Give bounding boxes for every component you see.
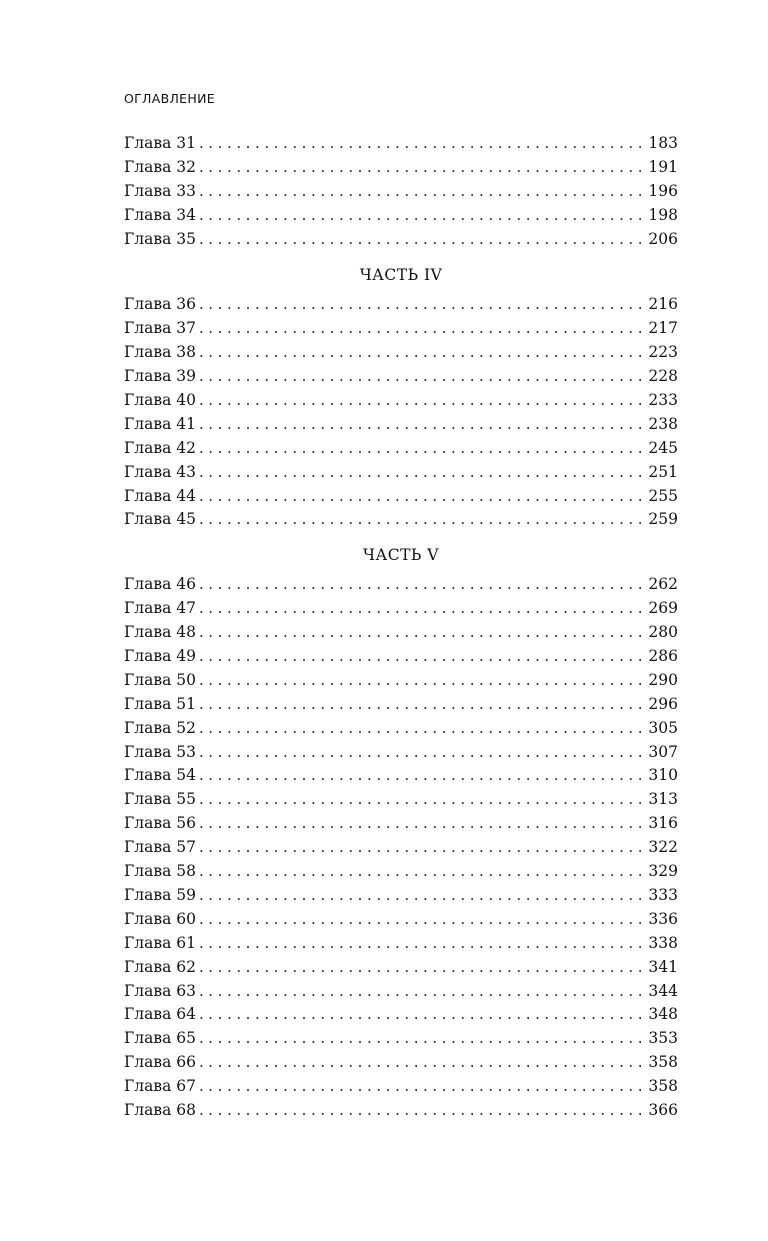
toc-entry[interactable] [124, 621, 678, 645]
toc-entry-title: Глава 48 [124, 623, 196, 642]
toc-entry[interactable] [124, 341, 678, 365]
toc-entry[interactable] [124, 908, 678, 932]
toc-entry-page-number: 341 [648, 957, 678, 976]
toc-dot-leader [199, 645, 644, 669]
part-heading-v: ЧАСТЬ V [363, 546, 439, 565]
toc-entry-page-number: 310 [648, 766, 678, 785]
toc-entry-page-number: 286 [648, 647, 678, 666]
toc-dot-leader [199, 621, 644, 645]
toc-entry-page-number: 255 [648, 486, 678, 505]
toc-entry[interactable] [124, 389, 678, 413]
toc-dot-leader [199, 860, 644, 884]
toc-entry[interactable] [124, 365, 678, 389]
toc-entry[interactable] [124, 132, 678, 156]
toc-dot-leader [199, 908, 644, 932]
toc-dot-leader [199, 485, 644, 509]
toc-entry-title: Глава 45 [124, 510, 196, 529]
toc-dot-leader [199, 812, 644, 836]
toc-entry-page-number: 233 [648, 391, 678, 410]
toc-entry-page-number: 296 [648, 694, 678, 713]
toc-entry[interactable] [124, 980, 678, 1004]
toc-entry-page-number: 251 [648, 462, 678, 481]
toc-dot-leader [199, 317, 644, 341]
toc-dot-leader [199, 1003, 644, 1027]
toc-dot-leader [199, 180, 644, 204]
toc-entry-title: Глава 57 [124, 838, 196, 857]
toc-entry[interactable] [124, 1027, 678, 1051]
toc-entry-title: Глава 35 [124, 229, 196, 248]
toc-entry-page-number: 198 [648, 205, 678, 224]
toc-dot-leader [199, 365, 644, 389]
toc-entry-page-number: 228 [648, 367, 678, 386]
toc-entry-title: Глава 67 [124, 1077, 196, 1096]
toc-entry-page-number: 191 [648, 157, 678, 176]
toc-entry-title: Глава 62 [124, 957, 196, 976]
toc-entry-page-number: 358 [648, 1077, 678, 1096]
toc-entry-page-number: 316 [648, 814, 678, 833]
toc-entry-title: Глава 65 [124, 1029, 196, 1048]
toc-entry-page-number: 196 [648, 181, 678, 200]
toc-entry[interactable] [124, 669, 678, 693]
toc-entry-title: Глава 53 [124, 742, 196, 761]
toc-entry-page-number: 307 [648, 742, 678, 761]
toc-dot-leader [199, 573, 644, 597]
toc-entry-page-number: 358 [648, 1053, 678, 1072]
toc-entry[interactable] [124, 1003, 678, 1027]
toc-entry-page-number: 353 [648, 1029, 678, 1048]
toc-entry-title: Глава 59 [124, 885, 196, 904]
toc-entry-title: Глава 31 [124, 134, 196, 152]
toc-entry[interactable] [124, 204, 678, 228]
toc-entry-page-number: 216 [648, 295, 678, 314]
toc-dot-leader [199, 204, 644, 228]
toc-entry-title: Глава 60 [124, 909, 196, 928]
toc-dot-leader [199, 1075, 644, 1099]
toc-entry[interactable] [124, 437, 678, 461]
toc-dot-leader [199, 156, 644, 180]
toc-entry-title: Глава 38 [124, 343, 196, 362]
toc-entry-title: Глава 36 [124, 295, 196, 314]
toc-entry-title: Глава 43 [124, 462, 196, 481]
toc-entry-page-number: 329 [648, 862, 678, 881]
toc-entry-title: Глава 55 [124, 790, 196, 809]
toc-entry-title: Глава 56 [124, 814, 196, 833]
toc-dot-leader [199, 1027, 644, 1051]
toc-entry[interactable] [124, 228, 678, 252]
toc-entry-title: Глава 39 [124, 367, 196, 386]
toc-entry[interactable] [124, 932, 678, 956]
toc-entry-title: Глава 42 [124, 438, 196, 457]
toc-entry[interactable] [124, 741, 678, 765]
toc-entry-page-number: 238 [648, 414, 678, 433]
toc-dot-leader [199, 788, 644, 812]
toc-entry-page-number: 344 [648, 981, 678, 1000]
toc-entry-page-number: 336 [648, 909, 678, 928]
toc-entry[interactable] [124, 956, 678, 980]
running-head: ОГЛАВЛЕНИЕ [124, 91, 215, 106]
toc-entry[interactable] [124, 836, 678, 860]
toc-dot-leader [199, 293, 644, 317]
toc-entry-page-number: 290 [648, 670, 678, 689]
toc-dot-leader [199, 836, 644, 860]
toc-entry[interactable] [124, 1099, 678, 1123]
toc-dot-leader [199, 764, 644, 788]
toc-entry-title: Глава 54 [124, 766, 196, 785]
toc-entry-title: Глава 47 [124, 599, 196, 618]
table-of-contents [124, 132, 678, 1123]
toc-dot-leader [199, 956, 644, 980]
toc-entry-page-number: 217 [648, 319, 678, 338]
toc-entry-page-number: 322 [648, 838, 678, 857]
toc-entry-title: Глава 32 [124, 157, 196, 176]
toc-entry-page-number: 280 [648, 623, 678, 642]
toc-entry-title: Глава 37 [124, 319, 196, 338]
toc-dot-leader [199, 717, 644, 741]
toc-entry[interactable] [124, 884, 678, 908]
toc-entry-title: Глава 34 [124, 205, 196, 224]
toc-block-continued [124, 132, 678, 251]
toc-block-part-iv [124, 293, 678, 532]
toc-entry[interactable] [124, 693, 678, 717]
toc-entry-title: Глава 68 [124, 1100, 196, 1119]
toc-dot-leader [199, 1051, 644, 1075]
toc-entry-title: Глава 46 [124, 575, 196, 594]
part-heading-iv: ЧАСТЬ IV [359, 266, 443, 285]
toc-entry-title: Глава 33 [124, 181, 196, 200]
toc-entry-page-number: 338 [648, 933, 678, 952]
toc-dot-leader [199, 132, 644, 156]
toc-entry[interactable] [124, 645, 678, 669]
toc-entry-title: Глава 58 [124, 862, 196, 881]
toc-entry-title: Глава 61 [124, 933, 196, 952]
toc-entry[interactable] [124, 573, 678, 597]
toc-entry-page-number: 366 [648, 1100, 678, 1119]
toc-dot-leader [199, 597, 644, 621]
toc-entry-title: Глава 63 [124, 981, 196, 1000]
toc-entry-page-number: 269 [648, 599, 678, 618]
toc-entry[interactable] [124, 461, 678, 485]
toc-entry-page-number: 223 [648, 343, 678, 362]
toc-entry-title: Глава 66 [124, 1053, 196, 1072]
toc-entry-page-number: 333 [648, 885, 678, 904]
toc-entry[interactable] [124, 1051, 678, 1075]
toc-entry[interactable] [124, 812, 678, 836]
toc-entry[interactable] [124, 413, 678, 437]
toc-dot-leader [199, 437, 644, 461]
toc-entry-page-number: 183 [648, 134, 678, 152]
toc-dot-leader [199, 228, 644, 252]
toc-entry[interactable] [124, 293, 678, 317]
toc-dot-leader [199, 389, 644, 413]
toc-entry[interactable] [124, 597, 678, 621]
toc-entry-title: Глава 52 [124, 718, 196, 737]
toc-entry-page-number: 259 [648, 510, 678, 529]
toc-entry[interactable] [124, 1075, 678, 1099]
toc-entry[interactable] [124, 156, 678, 180]
toc-dot-leader [199, 669, 644, 693]
toc-dot-leader [199, 1099, 644, 1123]
toc-dot-leader [199, 741, 644, 765]
toc-entry[interactable] [124, 788, 678, 812]
toc-block-part-v [124, 573, 678, 1122]
toc-entry[interactable] [124, 485, 678, 509]
toc-entry-title: Глава 41 [124, 414, 196, 433]
toc-dot-leader [199, 341, 644, 365]
toc-entry-page-number: 245 [648, 438, 678, 457]
toc-entry-page-number: 313 [648, 790, 678, 809]
toc-dot-leader [199, 932, 644, 956]
toc-entry[interactable] [124, 860, 678, 884]
toc-entry-page-number: 348 [648, 1005, 678, 1024]
toc-entry-title: Глава 51 [124, 694, 196, 713]
toc-dot-leader [199, 461, 644, 485]
toc-entry-title: Глава 49 [124, 647, 196, 666]
toc-entry-title: Глава 40 [124, 391, 196, 410]
toc-entry[interactable] [124, 717, 678, 741]
toc-dot-leader [199, 693, 644, 717]
toc-entry-page-number: 262 [648, 575, 678, 594]
toc-entry-title: Глава 50 [124, 670, 196, 689]
toc-entry[interactable] [124, 180, 678, 204]
toc-dot-leader [199, 508, 644, 532]
toc-entry-page-number: 305 [648, 718, 678, 737]
toc-entry-page-number: 206 [648, 229, 678, 248]
toc-dot-leader [199, 884, 644, 908]
toc-dot-leader [199, 413, 644, 437]
toc-entry-title: Глава 44 [124, 486, 196, 505]
toc-entry[interactable] [124, 317, 678, 341]
toc-entry[interactable] [124, 764, 678, 788]
toc-dot-leader [199, 980, 644, 1004]
toc-entry-title: Глава 64 [124, 1005, 196, 1024]
toc-entry[interactable] [124, 508, 678, 532]
